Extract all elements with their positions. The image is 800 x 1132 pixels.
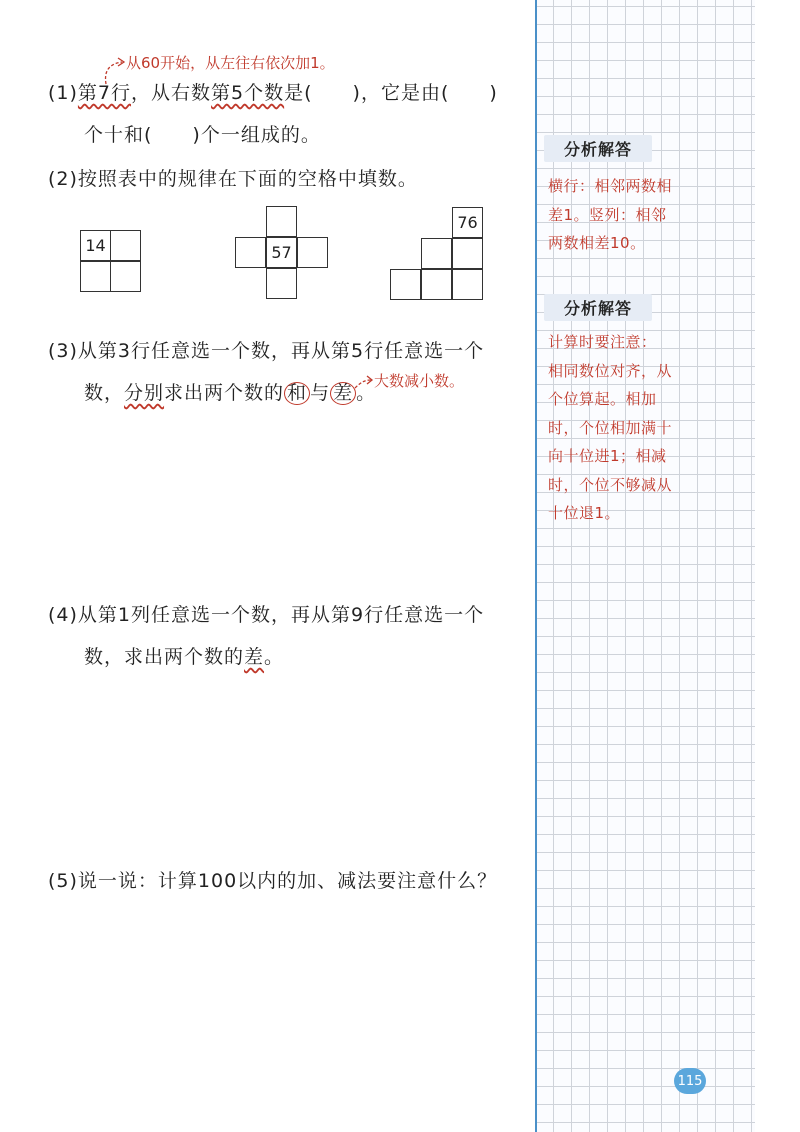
question-2-text: (2)按照表中的规律在下面的空格中填数。 (48, 168, 418, 190)
sidebar-divider (535, 0, 537, 1132)
q1-annotation: 从60开始，从左往右依次加1。 (126, 54, 335, 72)
grid-cell (110, 230, 141, 261)
grid-cell (452, 269, 483, 300)
grid-cell (110, 261, 141, 292)
grid-cell: 57 (266, 237, 297, 268)
question-4-line1: (4)从第1列任意选一个数，再从第9行任意选一个 (48, 604, 485, 626)
grid-cell (390, 269, 421, 300)
question-1-line2: 个十和( )个一组成的。 (84, 124, 321, 146)
grid-cell (421, 269, 452, 300)
sidebar-title-1: 分析解答 (544, 135, 652, 162)
grid-cell (235, 237, 266, 268)
grid-cell: 76 (452, 207, 483, 238)
question-1-line1: (1)第7行，从右数第5个数是( )，它是由( ) (48, 82, 498, 104)
grid-cell (421, 238, 452, 269)
page-number: 115 (674, 1068, 706, 1094)
grid-cell (80, 261, 111, 292)
sidebar-title-2: 分析解答 (544, 294, 652, 321)
question-4-line2: 数，求出两个数的差。 (84, 646, 285, 668)
arrow-icon (353, 372, 375, 392)
q3-annotation: 大数减小数。 (374, 372, 465, 390)
grid-cell (452, 238, 483, 269)
sidebar-grid-background (535, 0, 755, 1132)
grid-cell (266, 268, 297, 299)
grid-cell: 14 (80, 230, 111, 261)
question-3-line1: (3)从第3行任意选一个数，再从第5行任意选一个 (48, 340, 485, 362)
sidebar-tip-1: 横行：相邻两数相 差1。竖列：相邻 两数相差10。 (548, 177, 673, 252)
grid-cell (266, 206, 297, 237)
grid-cell (297, 237, 328, 268)
question-3-line2: 数，分别求出两个数的 和 与 差 。 (84, 382, 377, 404)
sidebar-tip-2: 计算时要注意： 相同数位对齐，从 个位算起。相加 时，个位相加满十 向十位进1；相减 时，个位不够减从 十位退1。 (548, 333, 673, 522)
question-5-text: (5)说一说：计算100以内的加、减法要注意什么？ (48, 870, 498, 892)
